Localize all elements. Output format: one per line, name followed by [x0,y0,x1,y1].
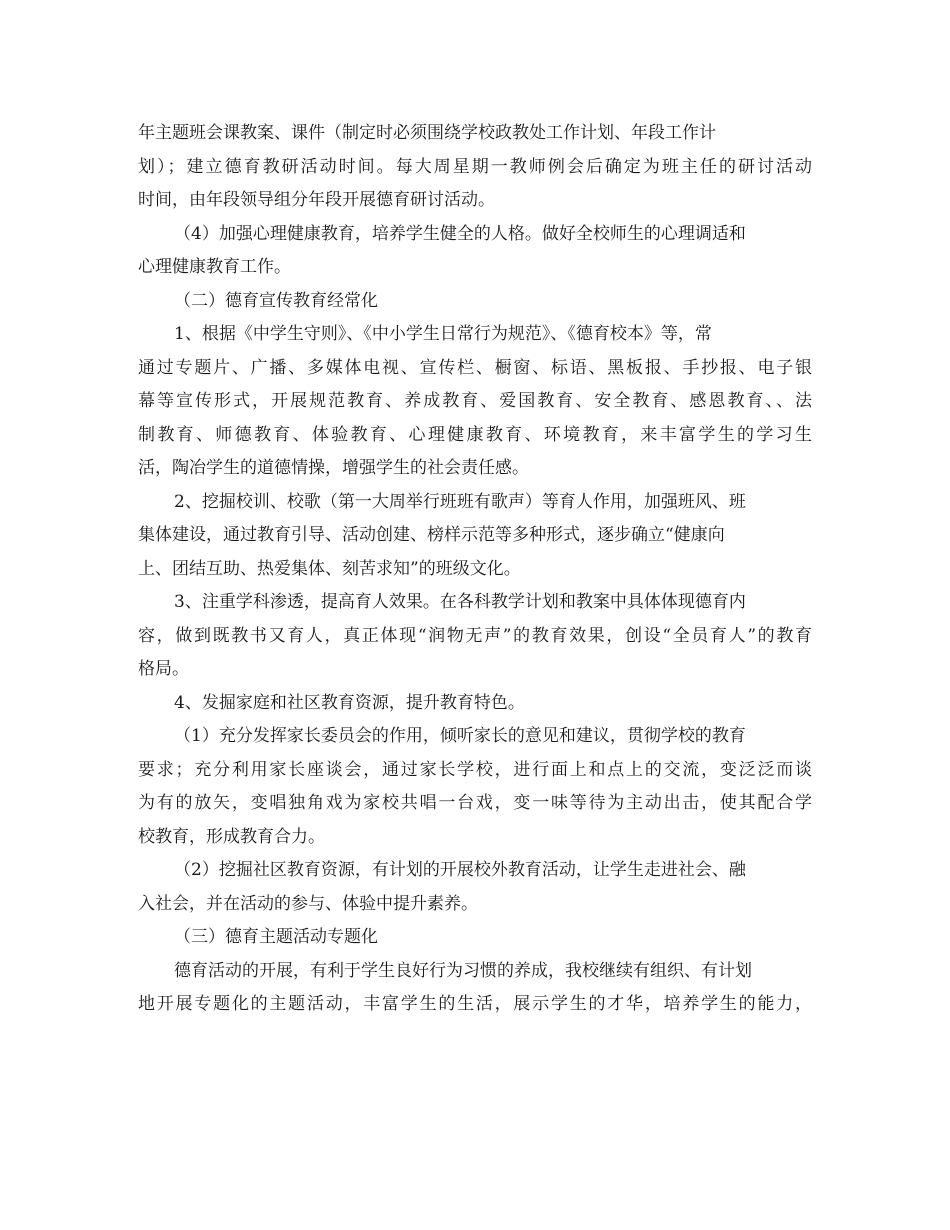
text-line: 校教育，形成教育合力。 [138,826,325,847]
text-line: 年主题班会课教案、课件（制定时必须围绕学校政教处工作计划、年段工作计 [138,123,716,143]
text-line: 1、根据《中学生守则》、《中小学生日常行为规范》、《德育校本》等，常 [174,324,712,344]
text-line: 制教育、师德教育、体验教育、心理健康教育、环境教育，来丰富学生的学习生 [138,424,812,445]
text-line: 活，陶冶学生的道德情操，增强学生的社会责任感。 [138,458,529,478]
text-line: 德育活动的开展，有利于学生良好行为习惯的养成，我校继续有组织、有计划 [174,960,752,981]
section-heading: （三）德育主题活动专题化 [174,927,378,947]
text-line: 幕等宣传形式，开展规范教育、养成教育、爱国教育、安全教育、感恩教育、、法 [138,391,812,411]
text-line: 通过专题片、广播、多媒体电视、宣传栏、橱窗、标语、黑板报、手抄报、电子银 [138,357,812,378]
section-heading: （二）德育宣传教育经常化 [174,290,378,311]
text-line: 容，做到既教书又育人，真正体现“润物无声”的教育效果，创设“全员育人”的教育 [138,625,812,646]
text-line: 要求；充分利用家长座谈会，通过家长学校，进行面上和点上的交流，变泛泛而谈 [138,759,812,780]
text-line: 3、注重学科渗透，提高育人效果。在各科教学计划和教案中具体体现德育内 [174,592,746,612]
text-line: 集体建设，通过教育引导、活动创建、榜样示范等多种形式，逐步确立“健康向 [138,525,725,545]
text-line: 上、团结互助、热爱集体、刻苦求知”的班级文化。 [138,558,521,579]
text-line: 4、发掘家庭和社区教育资源，提升教育特色。 [174,692,525,713]
text-line: 划）；建立德育教研活动时间。每大周星期一教师例会后确定为班主任的研讨活动 [138,156,812,177]
text-line: 为有的放矢，变唱独角戏为家校共唱一台戏，变一味等待为主动出击，使其配合学 [138,793,812,813]
text-line: 2、挖掘校训、校歌（第一大周举行班班有歌声）等育人作用，加强班风、班 [174,491,746,512]
text-line: 入社会，并在活动的参与、体验中提升素养。 [138,893,478,914]
text-line: 心理健康教育工作。 [138,257,291,277]
text-line: （2）挖掘社区教育资源，有计划的开展校外教育活动，让学生走进社会、融 [174,860,746,880]
text-line: 地开展专题化的主题活动，丰富学生的生活，展示学生的才华，培养学生的能力， [138,994,812,1014]
text-line: 格局。 [138,659,189,679]
document-body [138,117,812,1022]
text-line: （1）充分发挥家长委员会的作用，倾听家长的意见和建议，贯彻学校的教育 [174,726,746,746]
text-line: 时间，由年段领导组分年段开展德育研讨活动。 [138,190,495,210]
text-line: （4）加强心理健康教育，培养学生健全的人格。做好全校师生的心理调适和 [174,223,746,244]
